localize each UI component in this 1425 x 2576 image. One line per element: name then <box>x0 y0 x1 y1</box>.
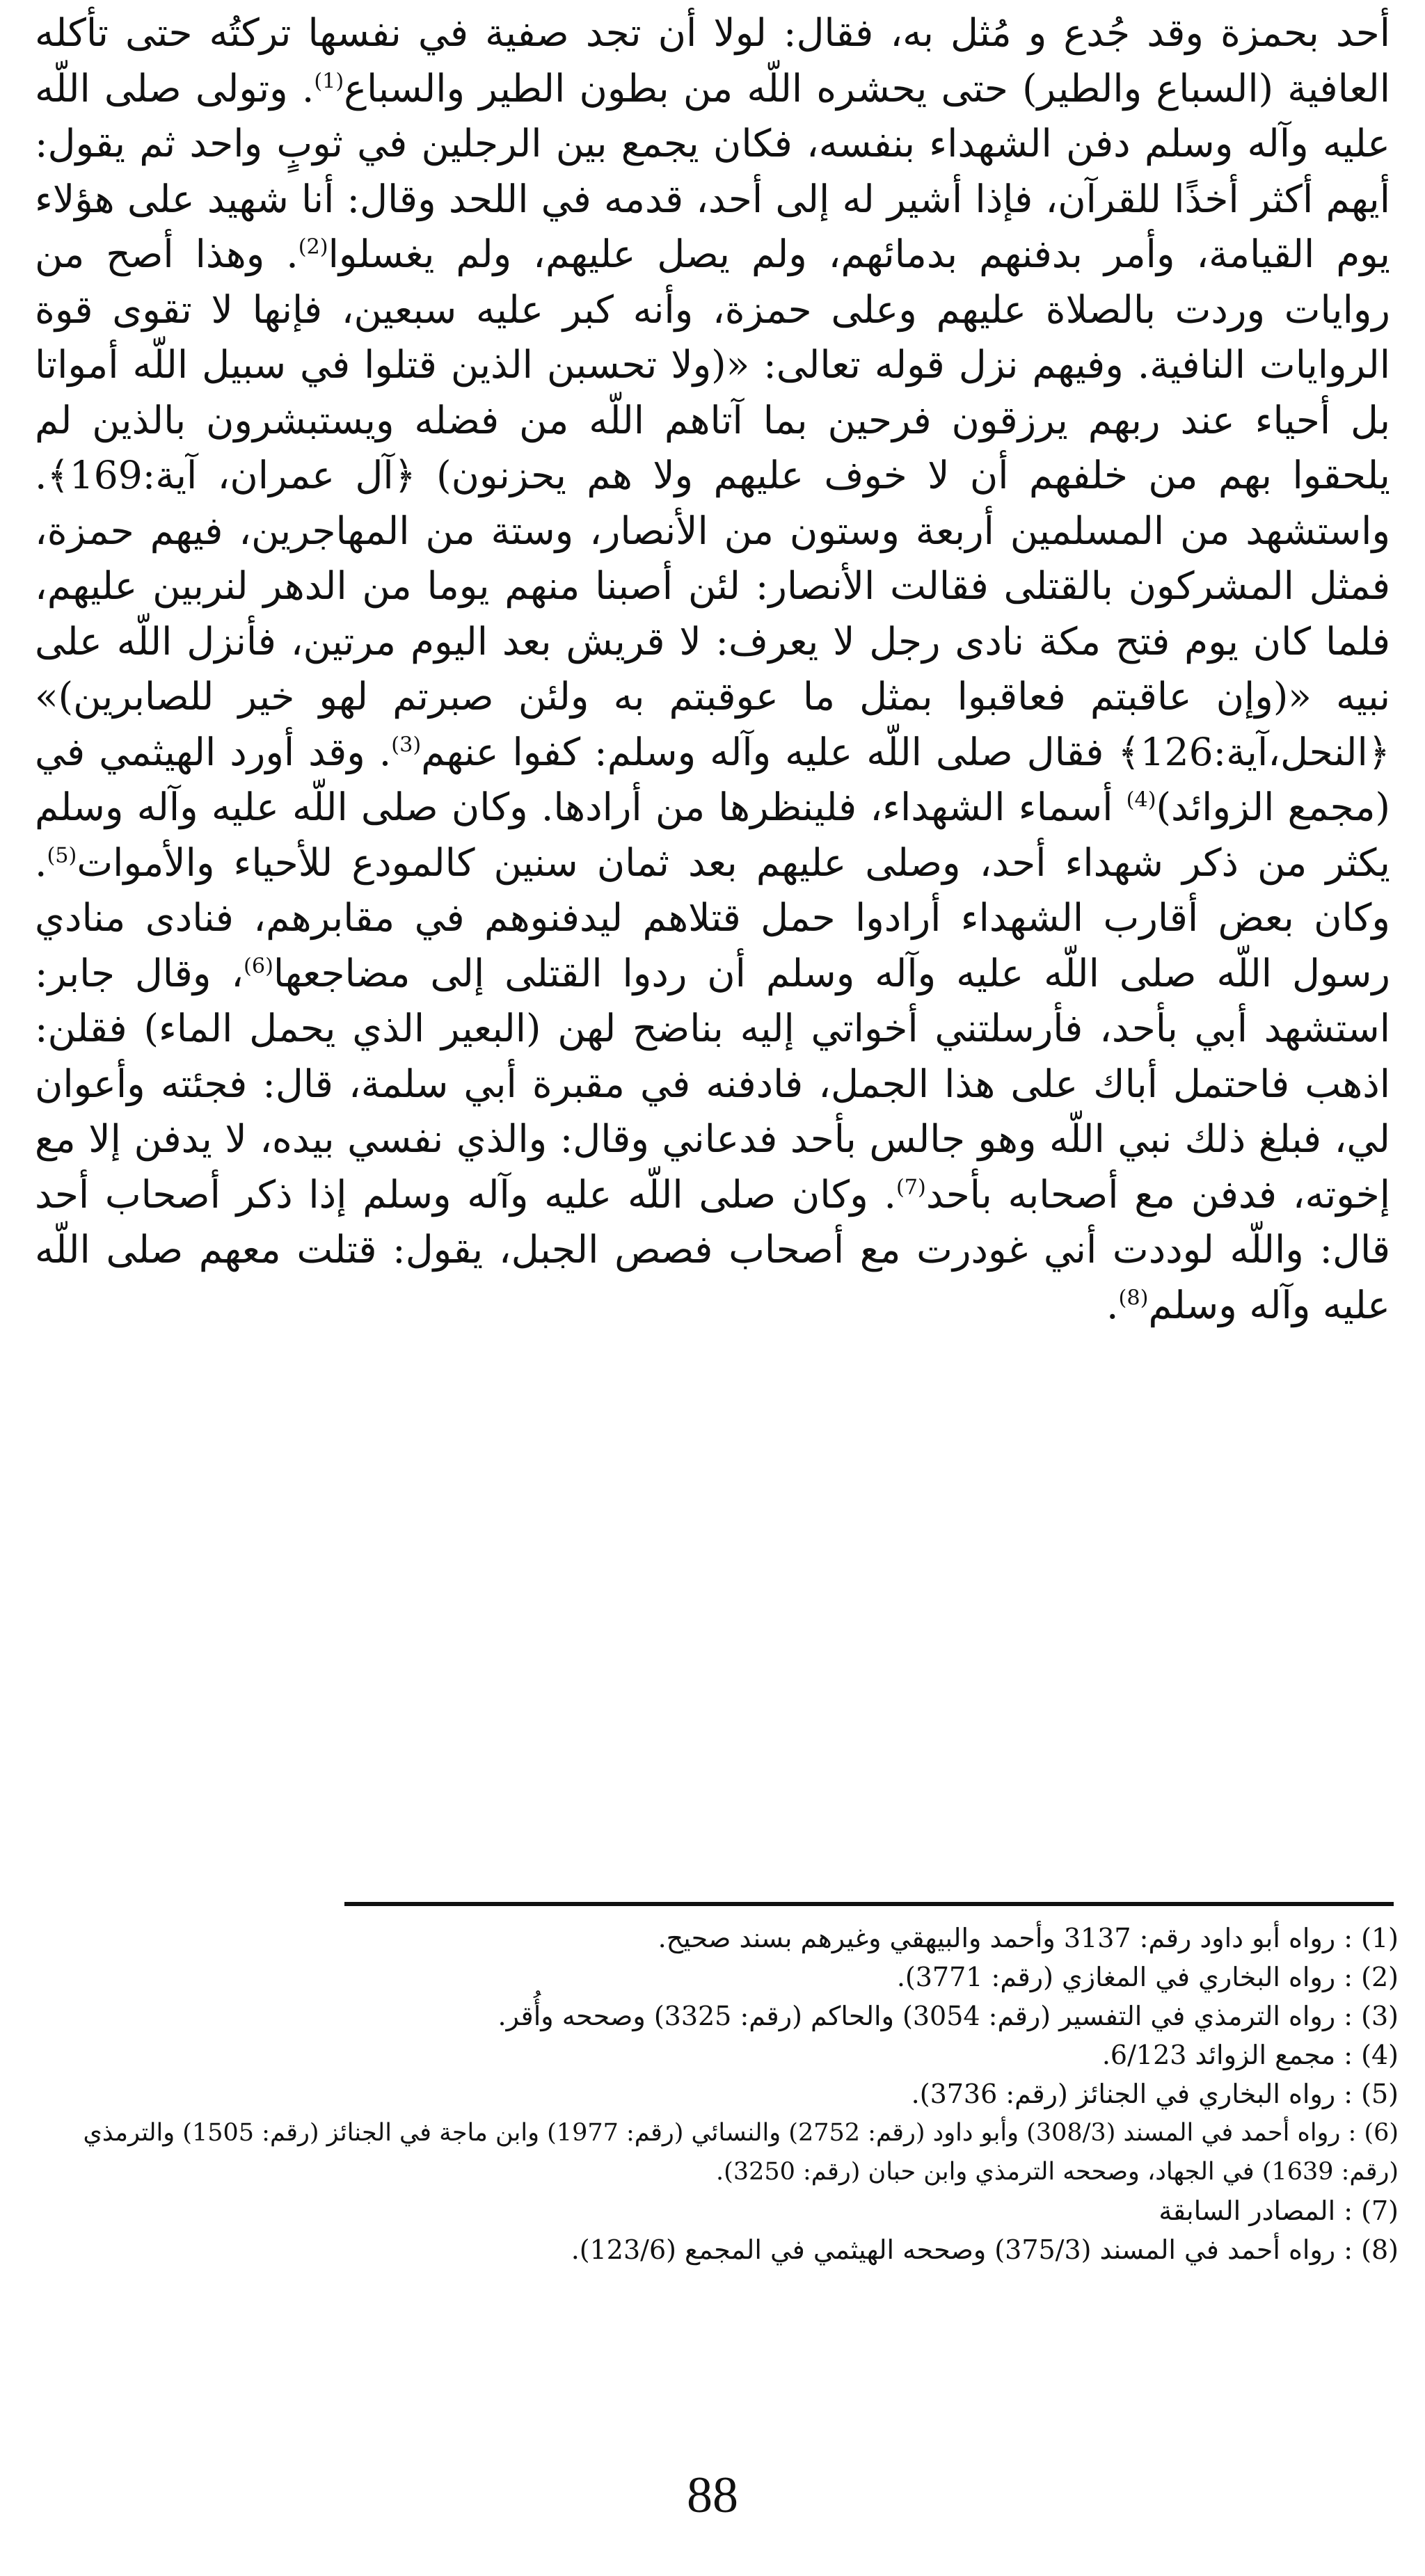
footnote-item: (7) : المصادر السابقة <box>1159 2195 1399 2226</box>
footnote-ref[interactable]: (2) <box>298 234 328 259</box>
footnote-ref[interactable]: (1) <box>314 69 344 94</box>
footnote-item: (2) : رواه البخاري في المغازي (رقم: 3771). <box>896 1962 1399 1992</box>
footnote-item: (4) : مجمع الزوائد 6/123. <box>1101 2040 1399 2070</box>
footnote-ref[interactable]: (4) <box>1126 787 1156 813</box>
footnote-item: (8) : رواه أحمد في المسند (375/3) وصححه الهيثمي في المجمع (123/6). <box>571 2234 1399 2265</box>
footnote-ref[interactable]: (7) <box>895 1175 926 1200</box>
text-segment: . وتولى صلى اللّه عليه وآله وسلم دفن الشهداء بنفسه، فكان يجمع بين الرجلين في ثوبٍ واحد ثم يقول: أيهم أكثر أخذًا للقرآن، فإذا أشير له إلى أحد، قدمه في اللحد وقال: أنا شهيد على هؤلاء يوم القيامة، وأمر بدفنهم بدمائهم، ولم يصل عليهم، ولم يغسلوا <box>35 65 1390 276</box>
footnote-item: (5) : رواه البخاري في الجنائز (رقم: 3736). <box>911 2079 1399 2109</box>
footnote-ref[interactable]: (8) <box>1118 1286 1149 1311</box>
main-text <box>35 6 1390 1333</box>
footnote-item: (6) : رواه أحمد في المسند (308/3) وأبو داود (رقم: 2752) والنسائي (رقم: 1977) وابن ماجة في الجنائز (رقم: 1505) والترمذي (رقم: 1639) في الجهاد، وصححه الترمذي وابن حبان (رقم: 3250). <box>83 2119 1399 2186</box>
text-segment: . وهذا أصح من روايات وردت بالصلاة عليهم وعلى حمزة، وأنه كبر عليه سبعين، فإنها لا تقوى قوة الروايات النافية. وفيهم نزل قوله تعالى: «(ولا تحسبن الذين قتلوا في سبيل اللّه أمواتا بل أحياء عند ربهم يرزقون فرحين بما آتاهم اللّه من فضله ويستبشرون بالذين لم يلحقوا بهم من خلفهم أن لا خوف عليهم ولا هم يحزنون) ﴿آل عمران، آية:169﴾. واستشهد من المسلمين أربعة وستون من الأنصار، وستة من المهاجرين، فيهم حمزة، فمثل المشركون بالقتلى فقالت الأنصار: لئن أصبنا منهم يوما من الدهر لنربين عليهم، فلما كان يوم فتح مكة نادى رجل لا يعرف: لا قريش بعد اليوم مرتين، فأنزل اللّه على نبيه «(وإن عاقبتم فعاقبوا بمثل ما عوقبتم به ولئن صبرتم لهو خير للصابرين)» ﴿النحل،آية:126﴾ فقال صلى اللّه عليه وآله وسلم: كفوا عنهم <box>35 232 1391 774</box>
text-segment: ، وقال جابر: استشهد أبي بأحد، فأرسلتني أخواتي إليه بناضح لهن (البعير الذي يحمل الماء) فقلن: اذهب فاحتمل أباك على هذا الجمل، فادفنه في مقبرة أبي سلمة، قال: فجئته وأعوان لي، فبلغ ذلك نبي اللّه وهو جالس بأحد فدعاني وقال: والذي نفسي بيده، لا يدفن إلا مع إخوته، فدفن مع أصحابه بأحد <box>35 950 1390 1217</box>
footnote-item: (3) : رواه الترمذي في التفسير (رقم: 3054) والحاكم (رقم: 3325) وصححه وأُقر. <box>497 2001 1399 2031</box>
footnote-ref[interactable]: (5) <box>47 843 77 868</box>
footnote-divider <box>344 1902 1394 1906</box>
footnotes <box>35 1919 1399 2269</box>
text-segment: أحد بحمزة وقد جُدع و مُثل به، فقال: لولا أن تجد صفية في نفسها تركتُه حتى تأكله العافية (السباع والطير) حتى يحشره اللّه من بطون الطير والسباع <box>35 10 1390 111</box>
footnote-item: (1) : رواه أبو داود رقم: 3137 وأحمد والبيهقي وغيرهم بسند صحيح. <box>658 1923 1399 1953</box>
page-number: 88 <box>687 2467 738 2524</box>
text-segment: . وقد أورد الهيثمي في (مجمع الزوائد) <box>35 729 1390 829</box>
footnote-ref[interactable]: (3) <box>391 733 422 758</box>
text-segment: . <box>1106 1282 1119 1327</box>
footnote-ref[interactable]: (6) <box>244 954 273 979</box>
text-segment: أسماء الشهداء، فلينظرها من أرادها. وكان صلى اللّه عليه وآله وسلم يكثر من ذكر شهداء أحد، وصلى عليهم بعد ثمان سنين كالمودع للأحياء والأموات <box>35 785 1390 885</box>
text-segment: . وكان بعض أقارب الشهداء أرادوا حمل قتلاهم ليدفنوهم في مقابرهم، فنادى منادي رسول اللّه صلى اللّه عليه وآله وسلم أن ردوا القتلى إلى مضاجعها <box>35 840 1390 995</box>
text-segment: . وكان صلى اللّه عليه وآله وسلم إذا ذكر أصحاب أحد قال: واللّه لوددت أني غودرت مع أصحاب فصص الجبل، يقول: قتلت معهم صلى اللّه عليه وآله وسلم <box>35 1171 1390 1327</box>
main-paragraph <box>35 6 1390 1333</box>
